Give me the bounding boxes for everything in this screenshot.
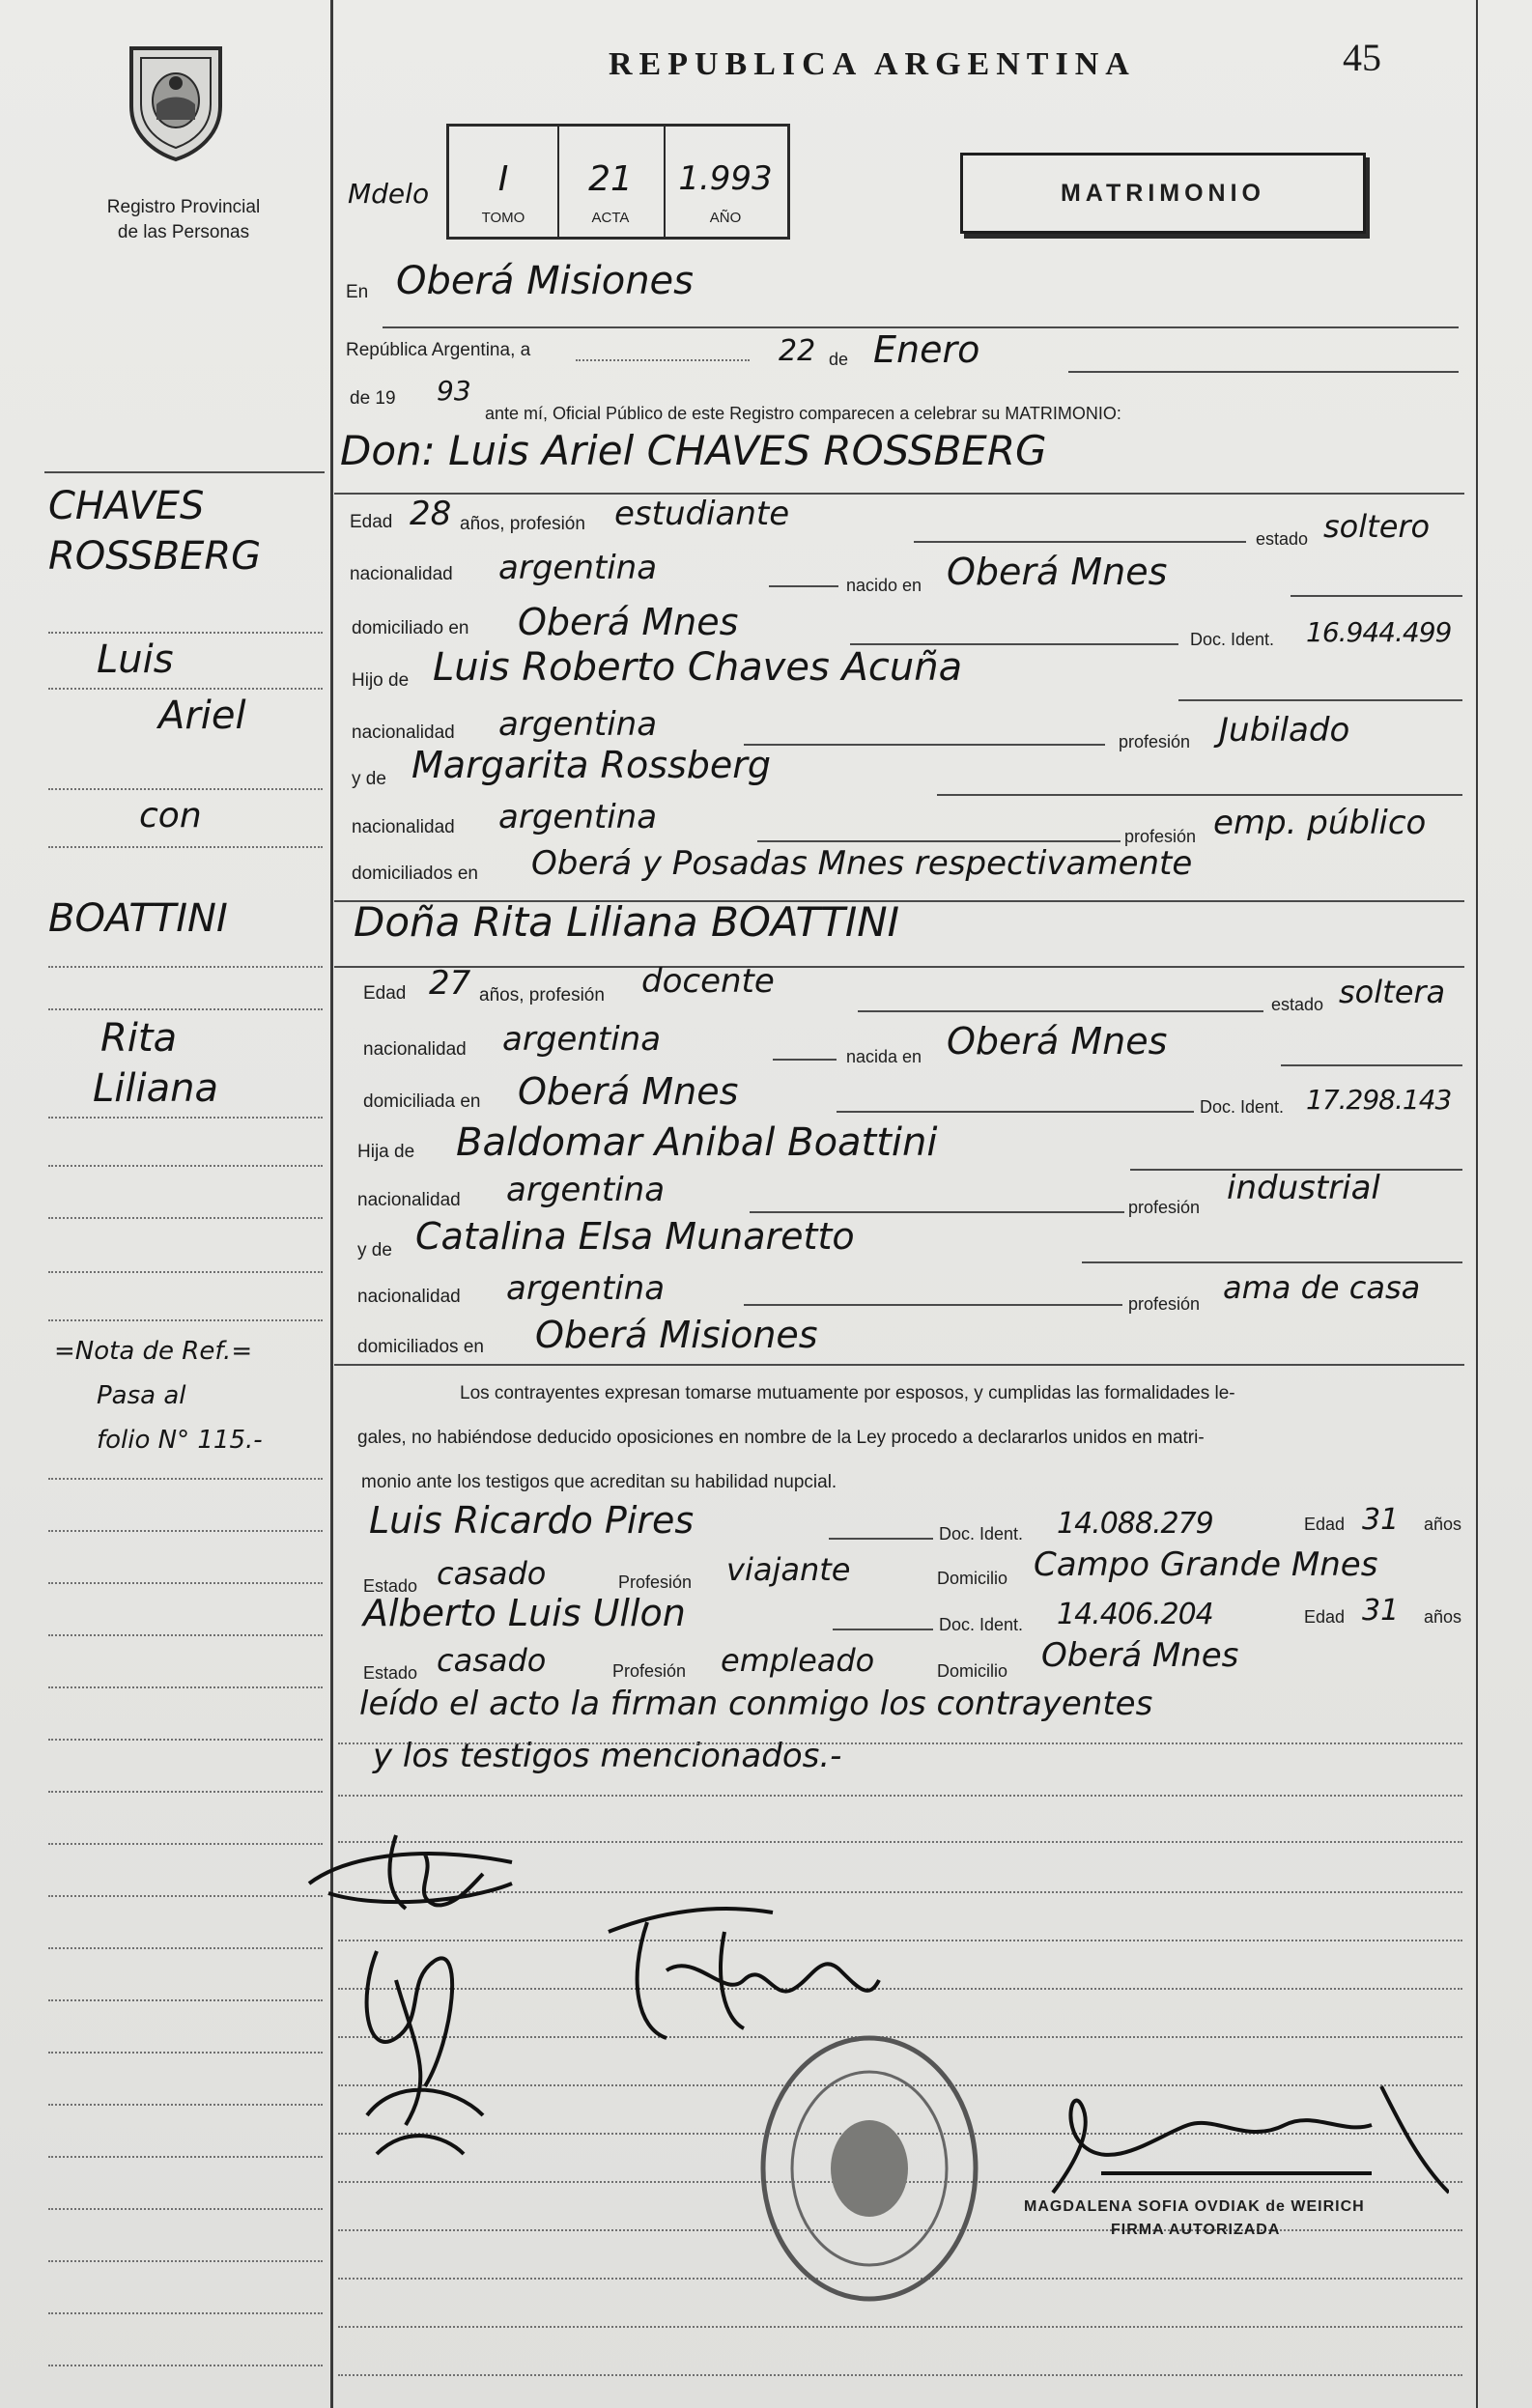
groom-mother-profession-label: profesión <box>1124 827 1197 846</box>
bride-mother-nationality: argentina <box>506 1269 666 1308</box>
bride-domicile: Oberá Mnes <box>518 1070 739 1113</box>
declaration-line-3: monio ante los testigos que acreditan su habilidad nupcial. <box>361 1472 837 1492</box>
groom-father-nationality: argentina <box>498 705 658 744</box>
provincial-coat-of-arms-icon <box>118 37 234 162</box>
year-suffix: 93 <box>437 375 471 407</box>
bride-parents-domicile-label: domiciliados en <box>357 1337 484 1357</box>
margin-groom-second-name: Ariel <box>158 694 246 738</box>
witness-2-profession: empleado <box>721 1642 875 1679</box>
groom-profession-label: años, profesión <box>460 514 585 534</box>
bride-full-name: Doña Rita Liliana BOATTINI <box>354 898 900 946</box>
bride-age: 27 <box>429 964 471 1003</box>
margin-con: con <box>139 796 202 836</box>
witness-2-domicile: Oberá Mnes <box>1041 1636 1239 1675</box>
groom-age-label: Edad <box>350 512 393 532</box>
bride-mother-profession-label: profesión <box>1128 1294 1201 1314</box>
witness-2-profession-label: Profesión <box>612 1661 687 1681</box>
bride-mother-profession: ama de casa <box>1223 1269 1421 1306</box>
closing-line-2: y los testigos mencionados.- <box>373 1737 842 1775</box>
witness-2-age-label: Edad <box>1304 1607 1346 1627</box>
groom-nationality-label: nacionalidad <box>350 564 453 584</box>
witness-1-domicile-label: Domicilio <box>937 1569 1008 1588</box>
ano-label: AÑO <box>709 210 742 226</box>
signature-bride-icon <box>338 1922 531 2173</box>
witness-1-domicile: Campo Grande Mnes <box>1034 1545 1378 1584</box>
groom-mother-nationality: argentina <box>498 798 658 836</box>
de-label: de <box>829 350 849 369</box>
year-prefix: de 19 <box>350 388 396 409</box>
groom-marital-status-label: estado <box>1256 529 1309 549</box>
bride-father-label: Hija de <box>357 1142 415 1162</box>
en-label: En <box>346 282 369 302</box>
witness-2-domicile-label: Domicilio <box>937 1661 1008 1681</box>
margin-reference-note: =Nota de Ref.= Pasa al folio N° 115.- <box>54 1337 263 1455</box>
groom-parents-domicile-label: domiciliados en <box>352 864 478 884</box>
bride-age-label: Edad <box>363 983 407 1004</box>
groom-domicile: Oberá Mnes <box>518 601 739 643</box>
groom-father-label: Hijo de <box>352 670 410 691</box>
act-place: Oberá Misiones <box>396 259 695 303</box>
document-type: MATRIMONIO <box>1060 179 1265 207</box>
margin-bride-first-name: Rita <box>100 1016 178 1061</box>
right-margin-rule <box>1476 0 1478 2408</box>
groom-doc-label: Doc. Ident. <box>1190 630 1275 649</box>
signature-groom-icon <box>290 1816 541 1922</box>
groom-mother-label: y de <box>352 769 386 789</box>
margin-bride-surname: BOATTINI <box>48 896 228 941</box>
groom-mother-name: Margarita Rossberg <box>411 744 772 786</box>
acta-label: ACTA <box>591 210 630 226</box>
groom-birthplace: Oberá Mnes <box>947 551 1168 593</box>
bride-marital-status: soltera <box>1339 974 1446 1010</box>
witness-1-doc: 14.088.279 <box>1057 1507 1213 1541</box>
groom-father-nationality-label: nacionalidad <box>352 722 455 743</box>
groom-age: 28 <box>410 495 452 533</box>
republic-label: República Argentina, a <box>346 340 531 360</box>
witness-1-years-label: años <box>1424 1515 1462 1534</box>
groom-domicile-label: domiciliado en <box>352 618 469 638</box>
witness-2-doc: 14.406.204 <box>1057 1598 1213 1631</box>
official-stamp-icon <box>753 2028 985 2309</box>
registry-name: Registro Provincial de las Personas <box>106 197 261 242</box>
bride-father-profession: industrial <box>1227 1169 1380 1207</box>
bride-mother-label: y de <box>357 1240 392 1261</box>
country-title: REPUBLICA ARGENTINA <box>609 46 1136 82</box>
declaration-line-1: Los contrayentes expresan tomarse mutuamente por esposos, y cumplidas las formalidades le- <box>460 1383 1235 1403</box>
groom-marital-status: soltero <box>1323 508 1431 545</box>
witness-1-name: Luis Ricardo Pires <box>369 1499 695 1542</box>
official-name: MAGDALENA SOFIA OVDIAK de WEIRICH <box>1024 2198 1365 2215</box>
bride-mother-nationality-label: nacionalidad <box>357 1287 461 1307</box>
groom-father-name: Luis Roberto Chaves Acuña <box>433 645 963 690</box>
bride-father-name: Baldomar Anibal Boattini <box>456 1120 938 1165</box>
groom-mother-nationality-label: nacionalidad <box>352 817 455 837</box>
bride-mother-name: Catalina Elsa Munaretto <box>415 1215 855 1258</box>
bride-doc-label: Doc. Ident. <box>1200 1097 1285 1117</box>
bride-father-nationality: argentina <box>506 1171 666 1209</box>
declaration-line-2: gales, no habiéndose deducido oposiciones en nombre de la Ley procedo a declararlos unidos en matri- <box>357 1428 1205 1448</box>
record-number-box <box>446 124 790 240</box>
groom-profession: estudiante <box>614 495 790 533</box>
witness-1-status: casado <box>437 1555 547 1592</box>
bride-domicile-label: domiciliada en <box>363 1091 481 1112</box>
bride-birthplace-label: nacida en <box>846 1047 922 1066</box>
groom-parents-domicile: Oberá y Posadas Mnes respectivamente <box>531 844 1193 883</box>
groom-nationality: argentina <box>498 549 658 587</box>
margin-bride-second-name: Liliana <box>93 1066 218 1111</box>
bride-father-profession-label: profesión <box>1128 1198 1201 1217</box>
act-month: Enero <box>873 328 980 371</box>
groom-birthplace-label: nacido en <box>846 576 922 595</box>
act-statement: ante mí, Oficial Público de este Registro comparecen a celebrar su MATRIMONIO: <box>485 404 1121 423</box>
witness-1-age: 31 <box>1362 1503 1400 1537</box>
bride-doc-number: 17.298.143 <box>1306 1084 1452 1116</box>
left-margin-rule <box>330 0 333 2408</box>
groom-full-name: Don: Luis Ariel CHAVES ROSSBERG <box>340 427 1047 474</box>
witness-1-status-label: Estado <box>363 1576 418 1596</box>
modelo-label: Mdelo <box>348 178 430 210</box>
witness-2-doc-label: Doc. Ident. <box>939 1615 1024 1634</box>
tomo-label: TOMO <box>481 210 525 226</box>
witness-2-status: casado <box>437 1642 547 1679</box>
signature-witness-icon <box>580 1893 898 2048</box>
bride-profession: docente <box>641 962 775 1001</box>
witness-2-years-label: años <box>1424 1607 1462 1627</box>
groom-mother-profession: emp. público <box>1213 804 1427 842</box>
witness-2-status-label: Estado <box>363 1663 418 1683</box>
witness-2-age: 31 <box>1362 1594 1400 1628</box>
bride-birthplace: Oberá Mnes <box>947 1020 1168 1062</box>
bride-father-nationality-label: nacionalidad <box>357 1190 461 1210</box>
bride-nationality: argentina <box>502 1020 662 1059</box>
groom-father-profession: Jubilado <box>1219 711 1350 750</box>
witness-1-doc-label: Doc. Ident. <box>939 1524 1024 1544</box>
bride-nationality-label: nacionalidad <box>363 1039 467 1060</box>
groom-father-profession-label: profesión <box>1119 732 1191 751</box>
closing-line-1: leído el acto la firman conmigo los contrayentes <box>359 1685 1153 1723</box>
page-number: 45 <box>1343 36 1381 79</box>
witness-1-age-label: Edad <box>1304 1515 1346 1534</box>
document-type-box <box>960 153 1366 234</box>
witness-1-profession-label: Profesión <box>618 1572 693 1592</box>
groom-doc-number: 16.944.499 <box>1306 616 1452 648</box>
ano-value: 1.993 <box>678 159 773 198</box>
witness-1-profession: viajante <box>726 1551 851 1588</box>
official-title: FIRMA AUTORIZADA <box>1111 2222 1281 2238</box>
witness-2-name: Alberto Luis Ullon <box>363 1592 686 1634</box>
signature-official-icon <box>1024 2067 1449 2212</box>
acta-value: 21 <box>588 159 633 199</box>
bride-parents-domicile: Oberá Misiones <box>535 1314 818 1356</box>
bride-profession-label: años, profesión <box>479 985 605 1006</box>
tomo-value: I <box>497 159 509 199</box>
margin-groom-surname: CHAVES ROSSBERG <box>48 484 262 579</box>
margin-groom-first-name: Luis <box>97 637 174 682</box>
act-day: 22 <box>779 334 816 368</box>
bride-marital-status-label: estado <box>1271 995 1324 1014</box>
